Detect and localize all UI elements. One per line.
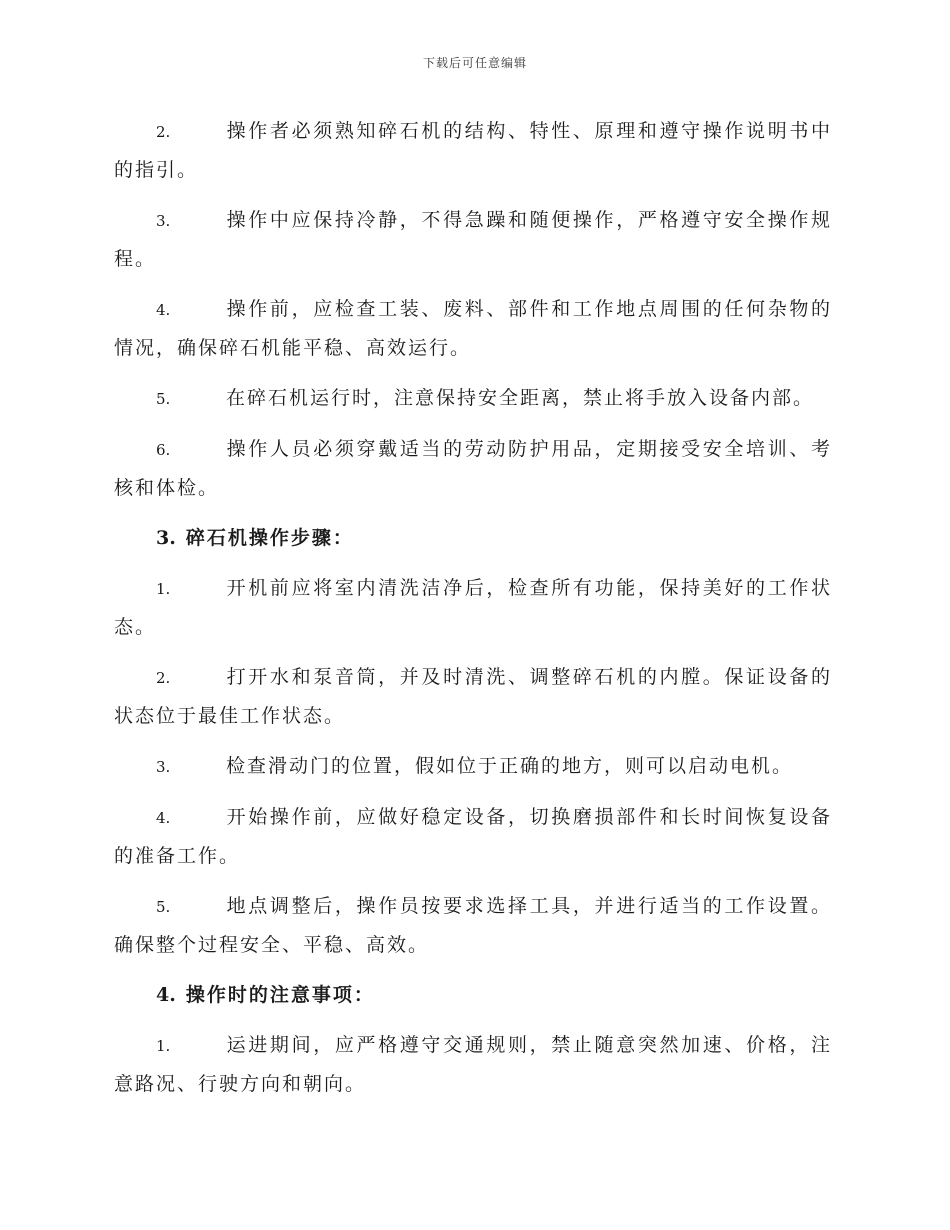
document-body [114, 112, 832, 1115]
item-text: 在碎石机运行时，注意保持安全距离，禁止将手放入设备内部。 [226, 387, 815, 409]
section-title: 碎石机操作步骤： [185, 527, 354, 549]
item-number: 4. [156, 301, 171, 319]
item-number: 2. [156, 669, 171, 687]
item-text: 操作者必须熟知碎石机的结构、特性、原理和遵守操作说明书中的指引。 [114, 120, 832, 181]
list-item [114, 1026, 832, 1103]
item-number: 3. [156, 758, 171, 776]
page-header: 下载后可任意编辑 [422, 56, 527, 70]
list-item [114, 430, 832, 507]
list-item [114, 569, 832, 646]
section-title: 操作时的注意事项： [185, 984, 375, 1006]
item-text: 地点调整后，操作员按要求选择工具，并进行适当的工作设置。确保整个过程安全、平稳、高效。 [114, 895, 832, 956]
item-text: 操作前，应检查工装、废料、部件和工作地点周围的任何杂物的情况，确保碎石机能平稳、高效运行。 [114, 298, 832, 359]
item-number: 5. [156, 898, 171, 916]
item-text: 开始操作前，应做好稳定设备，切换磨损部件和长时间恢复设备的准备工作。 [114, 806, 832, 867]
list-item [114, 201, 832, 278]
item-number: 3. [156, 212, 171, 230]
section-heading [114, 519, 832, 557]
item-text: 检查滑动门的位置，假如位于正确的地方，则可以启动电机。 [226, 755, 794, 777]
item-number: 4. [156, 809, 171, 827]
item-text: 运进期间，应严格遵守交通规则，禁止随意突然加速、价格，注意路况、行驶方向和朝向。 [114, 1034, 832, 1095]
list-item [114, 887, 832, 964]
item-number: 2. [156, 123, 171, 141]
item-number: 1. [156, 1037, 171, 1055]
item-number: 6. [156, 441, 171, 459]
list-item [114, 798, 832, 875]
section-number: 3. [156, 527, 176, 549]
item-text: 操作中应保持冷静，不得急躁和随便操作，严格遵守安全操作规程。 [114, 209, 832, 270]
section-number: 4. [156, 984, 176, 1006]
list-item [114, 658, 832, 735]
section-heading [114, 976, 832, 1014]
item-text: 打开水和泵音筒，并及时清洗、调整碎石机的内膛。保证设备的状态位于最佳工作状态。 [114, 666, 832, 727]
item-text: 开机前应将室内清洗洁净后，检查所有功能，保持美好的工作状态。 [114, 577, 832, 638]
list-item [114, 112, 832, 189]
item-text: 操作人员必须穿戴适当的劳动防护用品，定期接受安全培训、考核和体检。 [114, 438, 832, 499]
item-number: 1. [156, 580, 171, 598]
list-item [114, 290, 832, 367]
item-number: 5. [156, 390, 171, 408]
list-item [114, 379, 832, 418]
list-item [114, 747, 832, 786]
